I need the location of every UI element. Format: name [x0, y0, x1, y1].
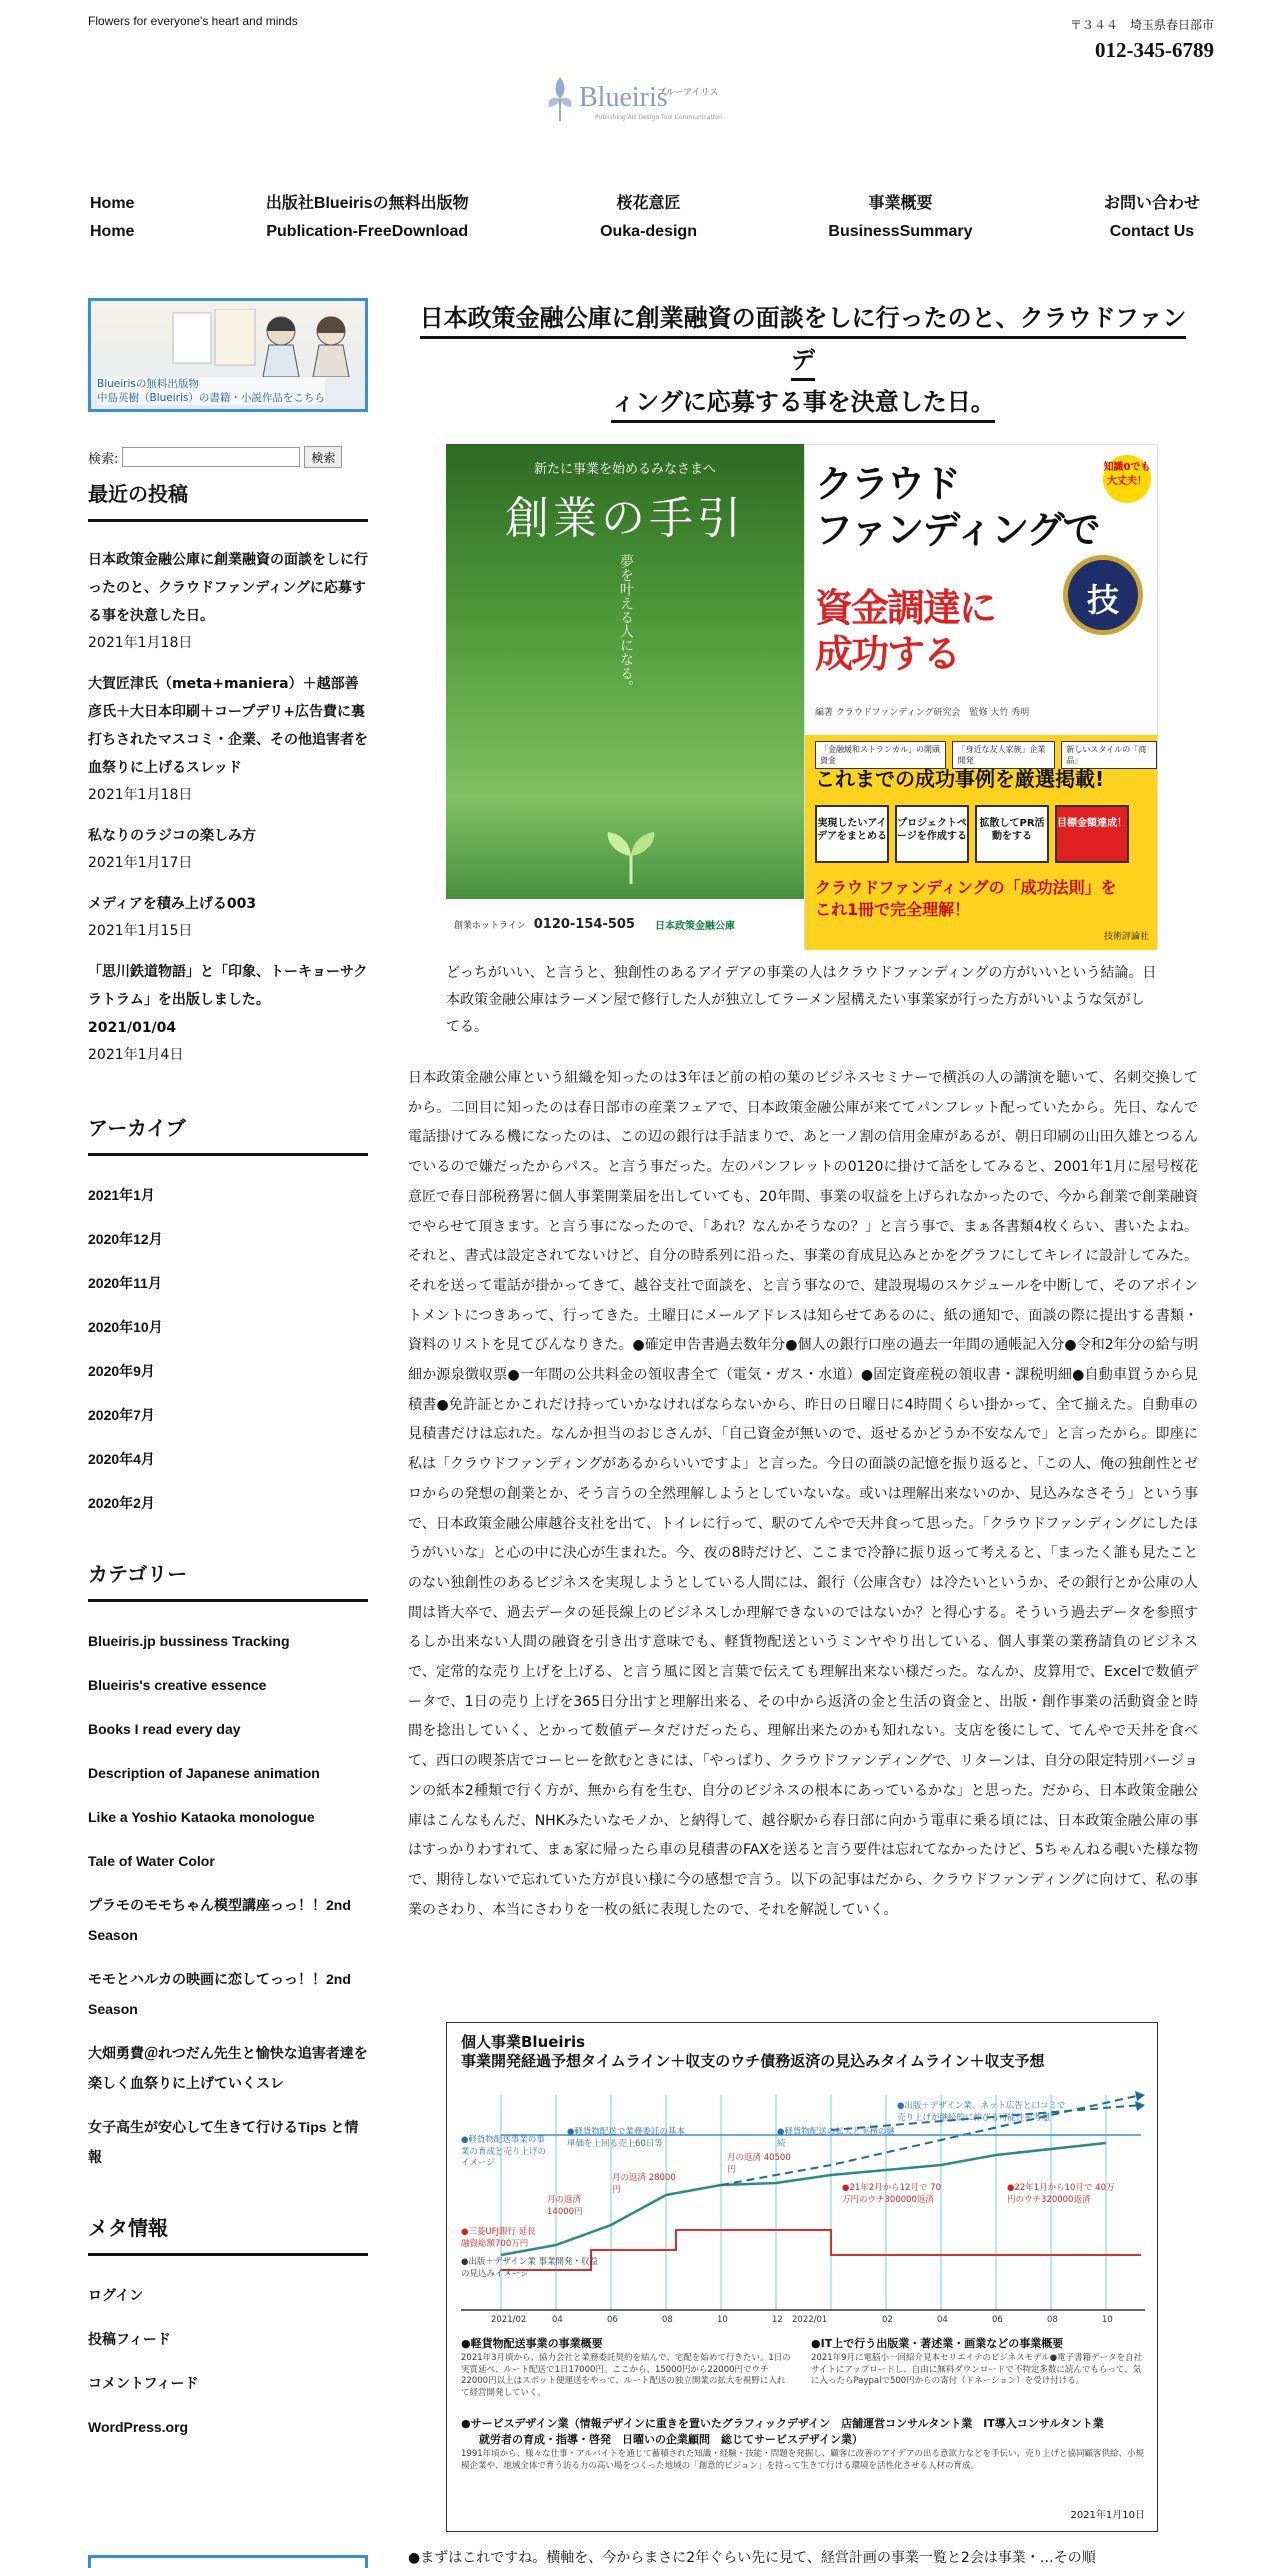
search-input[interactable]	[122, 447, 300, 467]
search-label: 検索:	[88, 451, 119, 467]
sidebar	[88, 298, 368, 2456]
infographic-title: 個人事業Blueiris 事業開発経過予想タイムライン＋収支のウチ債務返済の見込みタイムライン＋収支予想	[461, 2033, 1045, 2070]
categories-list	[88, 1626, 368, 2172]
logo-kana: ブルーアイリス	[657, 88, 719, 98]
badge-icon: 知識0でも 大丈夫！	[1103, 455, 1151, 503]
archive-link[interactable]: 2020年9月	[88, 1363, 155, 1379]
category-link[interactable]: 女子高生が安心して生きて行けるTips と情報	[88, 2119, 359, 2165]
recent-post-date: 2021年1月18日	[88, 787, 193, 803]
recent-post-extra: 2021/01/04	[88, 1020, 177, 1036]
medal-icon: 技	[1063, 555, 1143, 635]
category-link[interactable]: Like a Yoshio Kataoka monologue	[88, 1809, 315, 1825]
archives-title: アーカイブ	[88, 1112, 368, 1156]
meta-list	[88, 2280, 368, 2442]
recent-post-link[interactable]: 私なりのラジコの楽しみ方	[88, 828, 256, 844]
iris-icon	[545, 73, 575, 123]
category-link[interactable]: プラモのモモちゃん模型講座っっ！！2nd Season	[88, 1897, 365, 1943]
header-address: 〒３４４ 埼玉県春日部市	[1069, 18, 1214, 32]
recent-post-date: 2021年1月18日	[88, 635, 193, 651]
sidebar-banner-bottom[interactable]	[88, 2555, 368, 2568]
category-link[interactable]: Books I read every day	[88, 1721, 241, 1737]
recent-posts-list	[88, 546, 368, 1068]
sprout-icon	[596, 824, 666, 884]
banner-illustration	[171, 309, 361, 377]
nav-business-summary[interactable]: 事業概要 BusinessSummary	[828, 195, 973, 240]
category-link[interactable]: モモとハルカの映画に恋してっっ！！2nd Season	[88, 1971, 351, 2017]
main-navigation	[90, 190, 1200, 246]
post-hero-image	[446, 444, 1158, 949]
free-publications-banner[interactable]	[88, 298, 368, 412]
post-body: 日本政策金融公庫という組織を知ったのは3年ほど前の柏の葉のビジネスセミナーで横浜の人の講演を聴いて、名刺交換してから。二回目に知ったのは春日部市の産業フェアで、日本政策金融公庫が来ててパンフレット配っていたから。先日、なんで電話掛けてみる機になったのは、この辺の銀行は手詰まりで、あと一ノ割の信用金庫があるが、朝日印刷の山田久雄とつるんでいるので嫌だったからパス。と言う事だった。左のパンフレットの0120に掛けて話をしてみると、2001年1月に屋号桜花意匠で春日部税務署に個人事業開業届を出していても、20年間、事業の収益を上げられなかったので、今から創業で創業融資でやらせて頂きます。と言う事になったので、「あれ？なんかそうなの？」と言う事で、まぁ各書類4枚くらい、書いたよね。それと、書式は設定されてないけど、自分の時系列に沿った、事業の育成見込みとかをグラフにしてキレイに設計してみた。それを送って電話が掛かってきて、越谷支社で面談を、と言う事なので、建設現場のスケジュールを中断して、そのアポイントメントにつきあって、行ってきた。土曜日にメールアドレスは知らせてあるのに、紙の通知で、面談の際に提出する書類・資料のリストを見てびんなりきた。●確定申告書過去数年分●個人の銀行口座の過去一年間の通帳記入分●令和2年分の給与明細か源泉徴収票●一年間の公共料金の領収書全て（電気・ガス・水道）●固定資産税の領収書・課税明細●自動車買うから見積書●免許証とかこれだけ持っていかなければならないから、昨日の日曜日に4時間くらい掛かって、全て揃えた。自動車の見積書だけは忘れた。なんか担当のおじさんが、「自己資金が無いので、返せるかどうか不安なんで」と言ったから。即座に私は「クラウドファンディングがあるからいいですよ」と言った。今日の面談の記憶を振り返ると、「この人、俺の独創性とゼロからの発想の創業とか、そう言うの全然理解しようとしていないな。或いは理解出来ないのか、見込みなさそう」という事で、日本政策金融公庫越谷支社を出て、トイレに行って、駅のてんやで天丼食って思った。「クラウドファンディングにしたほうがいいな」と心の中に決心が生まれた。今、夜の8時だけど、ここまで冷静に振り返って考えると、「まったく誰も見たことのない独創性のあるビジネスを実現しようとしている人間には、銀行（公庫含む）は冷たいというか、その銀行とか公庫の人間は皆大卒で、過去データの延長線上のビジネスしか理解できないのではないか？と得心する。そういう過去データを参照するしか出来ない人間の融資を引き出す意味でも、軽貨物配送というミンヤやり出している、個人事業の業務請負のビジネスで、定常的な売り上げを上げる、と言う風に図と言葉で伝えても理解出来ない様だった。なんか、皮算用で、Excelで数値データで、1日の売り上げを365日分出すと理解出来る、その中から返済の金と生活の資金と、出版・創作事業の活動資金と時間を捻出していく、とかって数値データだけだったら、理解出来たのかも知れない。支店を後にして、てんやで天丼を食べて、西口の喫茶店でコーヒーを飲むときには、「やっぱり、クラウドファンディングで、リターンは、自分の限定特別バージョンの紙本2種類で行く方が、無から有を生む、自分のビジネスの根本にあっているかな」と思った。だから、日本政策金融公庫はこんなもんだ、NHKみたいなモノか、と納得して、越谷駅から春日部に向かう電車に乗る頃には、日本政策金融公庫の事はすっかりわすれて、まぁ家に帰ったら車の見積書のFAXを送ると言う要件は忘れてなかったけど、5ちゃんねる覗いた様な物で、期待しないで忘れていた方が良い様に今の感想で言う。以下の記事はだから、クラウドファンディングに向けて、私の事業のさわり、本当にさわりを一枚の紙に表現したので、それを解説していく。	[408, 1070, 1198, 1918]
infographic-date: 2021年1月10日	[1070, 2510, 1145, 2521]
archive-link[interactable]: 2020年10月	[88, 1319, 163, 1335]
meta-link-comments-feed[interactable]: コメントフィード	[88, 2375, 199, 2391]
recent-post-link[interactable]: メディアを積み上げる003	[88, 896, 257, 912]
logo-wordmark: Blueiris	[579, 82, 668, 113]
archive-link[interactable]: 2020年11月	[88, 1275, 162, 1291]
category-link[interactable]: Tale of Water Color	[88, 1853, 215, 1869]
banner-caption: Blueirisの無料出版物 中島英樹（Blueiris）の書籍・小説作品をこちら	[97, 378, 325, 404]
post-title: 日本政策金融公庫に創業融資の面談をしに行ったのと、クラウドファンデ ィングに応募する事を決意した日。	[408, 298, 1198, 424]
archive-link[interactable]: 2020年2月	[88, 1495, 155, 1511]
nav-contact[interactable]: お問い合わせ Contact Us	[1103, 195, 1200, 240]
recent-post-link[interactable]: 大賀匠津氏（meta+maniera）＋越部善彦氏＋大日本印刷＋コープデリ+広告費に裏打ちされたマスコミ・企業、その他追害者を血祭りに上げるスレッド	[88, 676, 368, 776]
category-link[interactable]: Blueiris.jp bussiness Tracking	[88, 1633, 290, 1649]
post-content	[408, 298, 1198, 424]
jfc-pamphlet-image: 新たに事業を始めるみなさまへ 創業の手引 夢を叶える人になる。 創業ホットライン 0120-154-505 日本政策金融公庫	[446, 444, 804, 949]
recent-post-date: 2021年1月15日	[88, 923, 193, 939]
hero-caption: どっちがいい、と言うと、独創性のあるアイデアの事業の人はクラウドファンディングの方がいいという結論。日本政策金融公庫はラーメン屋で修行した人が独立してラーメン屋構えたい事業家が行った方がいいような気がしてる。	[446, 965, 1157, 1035]
meta-link-login[interactable]: ログイン	[88, 2287, 144, 2303]
search-form	[88, 446, 368, 468]
recent-post-date: 2021年1月17日	[88, 855, 193, 871]
recent-post-link[interactable]: 日本政策金融公庫に創業融資の面談をしに行ったのと、クラウドファンディングに応募する事を決意した日。	[88, 552, 368, 624]
site-logo[interactable]	[545, 68, 745, 128]
archives-list	[88, 1180, 368, 1518]
archive-link[interactable]: 2021年1月	[88, 1187, 155, 1203]
logo-subtitle: Publishing Art Design Tool Communication	[595, 114, 722, 121]
site-tagline: Flowers for everyone's heart and minds	[88, 14, 298, 28]
recent-post-date: 2021年1月4日	[88, 1047, 184, 1063]
archive-link[interactable]: 2020年4月	[88, 1451, 155, 1467]
search-button[interactable]: 検索	[304, 446, 342, 468]
category-link[interactable]: 大畑勇費＠れつだん先生と愉快な追害者達を楽しく血祭りに上げていくスレ	[88, 2045, 368, 2091]
meta-title: メタ情報	[88, 2212, 368, 2256]
header-phone: 012-345-6789	[1095, 38, 1214, 62]
categories-title: カテゴリー	[88, 1558, 368, 1602]
crowdfunding-book-cover: クラウド ファンディングで 資金調達に 成功する 知識0でも 大丈夫！ 技 編著 クラウドファンディング研究会 監修 大竹 秀明 「金融緩和ストランカル」の開頭資金 「身近な友人家族」企業開発 新しいスタイルの「商品」 これまでの成功事例を厳選掲載! 実現したいアイデアをまとめる プロジェクトページを作成する 拡散してPR活動をする 目標金額達成！ クラウドファンディングの「成功法則」を これ1冊で完全理解！ 技術評論社	[804, 444, 1158, 949]
meta-link-wordpress[interactable]: WordPress.org	[88, 2419, 189, 2435]
meta-link-entries-feed[interactable]: 投稿フィード	[88, 2331, 171, 2347]
archive-link[interactable]: 2020年7月	[88, 1407, 155, 1423]
nav-ouka-design[interactable]: 桜花意匠 Ouka-design	[600, 195, 697, 240]
nav-publication[interactable]: 出版社Blueirisの無料出版物 Publication-FreeDownload	[265, 195, 469, 240]
category-link[interactable]: Blueiris's creative essence	[88, 1677, 267, 1693]
recent-posts-title: 最近の投稿	[88, 478, 368, 522]
recent-post-link[interactable]: 「思川鉄道物語」と「印象、トーキョーサクラトラム」を出版しました。	[88, 964, 368, 1008]
post-body-continued: ●まずはこれですね。横軸を、今からまさに2年ぐらい先に見て、経営計画の事業一覧と2会は事業・…その順	[408, 2550, 1096, 2566]
archive-link[interactable]: 2020年12月	[88, 1231, 163, 1247]
category-link[interactable]: Description of Japanese animation	[88, 1765, 320, 1781]
nav-home[interactable]: Home Home	[90, 195, 135, 240]
business-timeline-infographic: 個人事業Blueiris 事業開発経過予想タイムライン＋収支のウチ債務返済の見込みタイムライン＋収支予想 ●軽貨物配送事業の事業の育成と売り上げのイメージ ●軽貨物配送で業務委託の基本単価を上回る売上60日等 ●軽貨物配送の拡大と実務の継続 ●出版＋デザイン業、ネット広告と口コミで売り上げが継続的に伸びる可能性を考慮 ●三菱UFJ銀行 延長融資総額700万円 ●出版＋デザイン業 事業開発・収益の見込みイメージ 月の返済 14000円 月の返済 28000円 月の返済 40500円 ●21年2月から12月で 70万円のウチ300000返済 ●22年1月から10月で 40万円のウチ320000返済 2021/02 04 06 08 10 12 2022/01 02 04 06 08 10 ●軽貨物配送事業の事業概要 2021年3月頃から、協力会社と業務委託契約を結んで、宅配を始めて行きたい。1日の実質延べ、ルート配送で1日17000円。ここから、15000円から22000円でウチ22000円以上はスポット便運送をやって、ルート配送の独立開業の拡大を視野に入れて経営開発していく。 ●IT上で行う出版業・著述業・画業などの事業概要 2021年9月に電脳小一回紹介見本セリエイテのビジネスモデル●電子書籍データを自社サイトにアップロードし、自由に無料ダウンロードで不特定多数に読んでもらって、気に入ったらPaypalで500円からの寄付（ドネーション）を受け付ける。 ●サービスデザイン業（情報デザインに重きを置いたグラフィックデザイン 店舗運営コンサルタント業 IT導入コンサルタント業 就労者の育成・指導・啓発 日曜いの企業顧問 総じてサービスデザイン業） 1991年頃から、様々な仕事・アルバイトを通じて蓄積された知識・経験・技能・問題を発掘し、顧客に改善のアイデアの出る意欲力などを手伝い、売り上げと協同顧客供給、小規模企業や、地域全体で育う訪る力の高い場をつくった地域の「創意的ビジョン」を持って生きて行ける環境を活性化させる人材の育成。 2021年1月10日	[446, 2022, 1158, 2532]
